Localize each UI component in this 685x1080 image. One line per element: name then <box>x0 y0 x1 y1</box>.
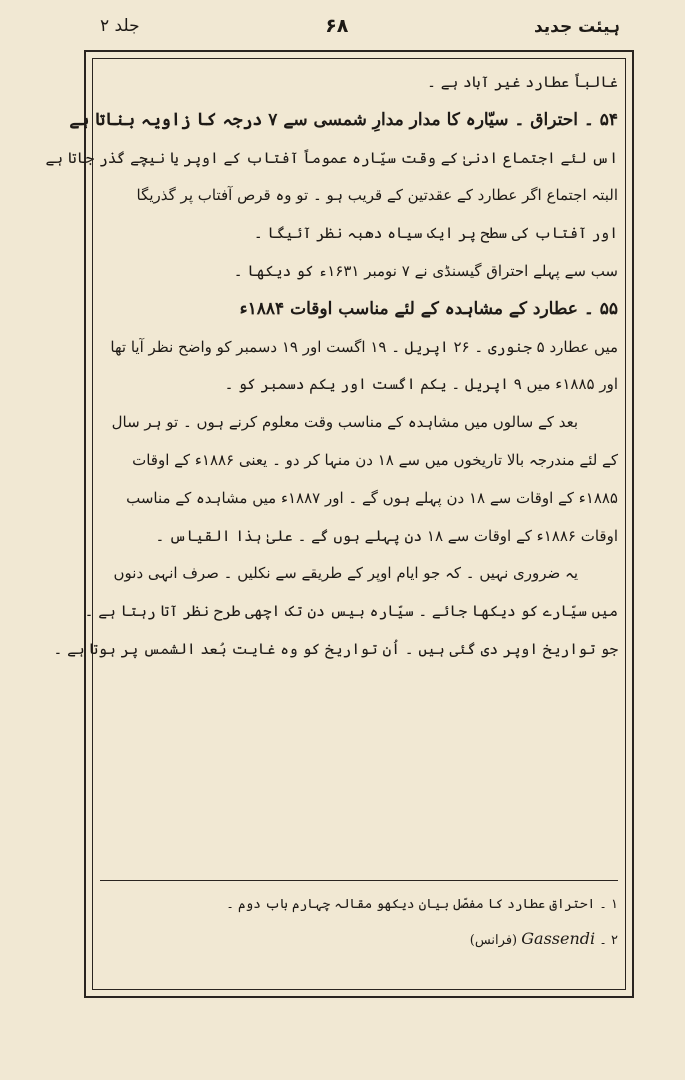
section-heading-54: ۵۴ ۔ احتراق ۔ سیّارہ کا مدار مدارِ شمسی سے ۷ درجہ کا زاویہ بناتا ہے <box>69 109 618 130</box>
body-line: میں سیّارے کو دیکھا جائے ۔ سیّارہ بیس دن تک اچھی طرح نظر آتا رہتا ہے ۔ <box>84 602 618 621</box>
body-text <box>45 64 618 884</box>
volume-label: جلد ۲ <box>100 16 140 36</box>
page-header <box>100 8 620 44</box>
body-line: اور ۱۸۸۵ء میں ۹ اپریل ۔ یکم اگست اور یکم دسمبر کو ۔ <box>224 375 618 394</box>
section-heading-55: ۵۵ ۔ عطارد کے مشاہدہ کے لئے مناسب اوقات ۱۸۸۴ء <box>239 298 618 319</box>
body-line: سب سے پہلے احتراق گیسنڈی نے ۷ نومبر ۱۶۳۱ء کو دیکھا ۔ <box>233 261 618 280</box>
body-line: اس لئے اجتماع ادنیٰ کے وقت سیّارہ عموماً آفتاب کے اوپر یا نیچے گذر جاتا ہے <box>45 148 618 167</box>
footnote-2 <box>100 922 618 958</box>
footnote-divider <box>100 880 618 881</box>
body-line: غالباً عطارد غیر آباد ہے ۔ <box>427 73 618 91</box>
page-number: ۶۸ <box>325 15 349 37</box>
body-line: بعد کے سالوں میں مشاہدہ کے مناسب وقت معلوم کرنے ہوں ۔ تو ہر سال <box>111 413 578 432</box>
book-title: ہیئت جدید <box>533 16 620 37</box>
footnote-1: ۱ ۔ احتراق عطارد کا مفصّل بیان دیکھو مقالہ چہارم باب دوم ۔ <box>226 897 618 912</box>
body-line: کے لئے مندرجہ بالا تاریخوں میں سے ۱۸ دن منہا کر دو ۔ یعنی ۱۸۸۶ء کے اوقات <box>132 450 618 469</box>
body-line: ۱۸۸۵ء کے اوقات سے ۱۸ دن پہلے ہوں گے ۔ اور ۱۸۸۷ء میں مشاہدہ کے مناسب <box>126 488 618 507</box>
footnote-2-country: (فرانس) <box>469 933 518 948</box>
body-line: جو تواریخ اوپر دی گئی ہیں ۔ اُن تواریخ کو وہ غایت بُعد الشمس پر ہوتا ہے ۔ <box>53 639 618 658</box>
body-line: اور آفتاب کی سطح پر ایک سیاہ دھبہ نظر آئیگا ۔ <box>253 224 618 243</box>
footnote-2-name: Gassendi <box>521 929 596 948</box>
body-line: یہ ضروری نہیں ۔ کہ جو ایام اوپر کے طریقے سے نکلیں ۔ صرف انہی دنوں <box>113 564 578 583</box>
body-line: اوقات ۱۸۸۶ء کے اوقات سے ۱۸ دن پہلے ہوں گے ۔ علیٰ ہذا القیاس ۔ <box>155 526 618 545</box>
footnote-2-marker: ۲ ۔ <box>599 933 618 948</box>
footnotes <box>100 888 618 988</box>
body-line: البتہ اجتماع اگر عطارد کے عقدتین کے قریب ہو ۔ تو وہ قرص آفتاب پر گذریگا <box>136 186 618 205</box>
body-line: میں عطارد ۵ جنوری ۔ ۲۶ اپریل ۔ ۱۹ اگست اور ۱۹ دسمبر کو واضح نظر آیا تھا <box>110 337 618 356</box>
